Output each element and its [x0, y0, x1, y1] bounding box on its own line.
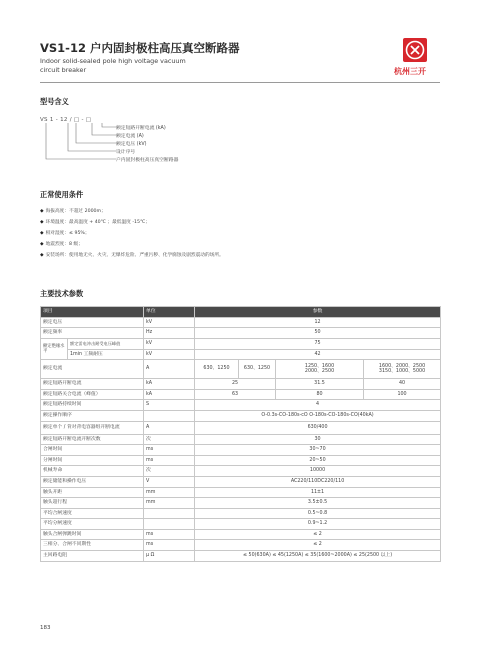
row-value: ≤ 50(630A) ≤ 45(1250A) ≤ 35(1600~2000A) ≤ 25(2500 以上)	[195, 551, 441, 562]
row-unit: kA	[144, 389, 195, 400]
row-item: 额定雷电冲击耐受电压峰值	[68, 338, 144, 349]
row-value: 1600、2000、2500 3150、1000、5000	[364, 360, 441, 379]
row-value: 1250、1600 2000、2500	[276, 360, 364, 379]
header-param: 参数	[195, 307, 441, 318]
model-label: 额定电压 (kV)	[116, 142, 147, 147]
row-unit: ms	[144, 540, 195, 551]
header-item: 项目	[41, 307, 144, 318]
condition-item: ◆ 环境温度：最高温度 + 40℃ ；最低温度 -15℃；	[40, 220, 150, 225]
row-unit: A	[144, 421, 195, 434]
row-value: 30	[195, 434, 441, 445]
condition-item: ◆ 海拔高度：不超过 2000m；	[40, 209, 106, 214]
condition-item: ◆ 相对湿度：≤ 95%；	[40, 231, 90, 236]
row-item: 额定短路开断电流开断次数	[41, 434, 144, 445]
model-code: VS 1 - 12 / □ - □	[40, 117, 92, 123]
table-row	[41, 410, 441, 421]
table-row	[41, 360, 441, 379]
table-row	[41, 338, 441, 349]
model-bracket-diagram	[40, 120, 120, 170]
header-divider	[40, 82, 440, 83]
row-unit: ms	[144, 455, 195, 466]
row-value: 11±1	[195, 487, 441, 498]
row-item: 额定单个 / 背对背电容器组开断电流	[41, 421, 144, 434]
row-value: 630/400	[195, 421, 441, 434]
row-item: 触头开距	[41, 487, 144, 498]
table-row	[41, 349, 441, 360]
row-item: 额定频率	[41, 328, 144, 339]
row-group: 额定绝缘水平	[41, 338, 68, 359]
row-item: 触头超行程	[41, 498, 144, 509]
row-unit: 次	[144, 466, 195, 477]
table-row	[41, 434, 441, 445]
row-item: 平均合闸速度	[41, 508, 144, 519]
row-value: 20~50	[195, 455, 441, 466]
table-row	[41, 498, 441, 509]
row-value: O-0.3s-CO-180s-cO O-180s-CO-180s-CO(40kA)	[195, 410, 441, 421]
row-value: 63	[195, 389, 276, 400]
model-label: 设计序号	[116, 150, 136, 155]
row-item: 分闸时间	[41, 455, 144, 466]
header-unit: 单位	[144, 307, 195, 318]
table-row	[41, 379, 441, 390]
table-header-row	[41, 307, 441, 318]
row-item: 额定短路关合电流（峰值）	[41, 389, 144, 400]
row-value: 42	[195, 349, 441, 360]
row-value: 80	[276, 389, 364, 400]
row-item: 三相分、合闸不同期性	[41, 540, 144, 551]
row-item: 合闸时间	[41, 445, 144, 456]
row-value: 31.5	[276, 379, 364, 390]
model-label: 户内固封极柱高压真空断路器	[116, 158, 179, 163]
condition-item: ◆ 安装场所：使用地无火、火灾、无爆炸危险、严重污秽、化学腐蚀及剧烈震动的场所。	[40, 253, 224, 258]
row-unit: kV	[144, 338, 195, 349]
row-item: 1min 工频耐压	[68, 349, 144, 360]
table-row	[41, 529, 441, 540]
company-name: 杭州三开	[394, 67, 426, 76]
row-value: 40	[364, 379, 441, 390]
table-row	[41, 551, 441, 562]
row-unit: μ Ω	[144, 551, 195, 562]
table-row	[41, 519, 441, 530]
spec-table	[40, 306, 441, 562]
model-label: 额定电流 (A)	[116, 134, 144, 139]
model-heading: 型号含义	[40, 97, 69, 106]
row-unit: A	[144, 360, 195, 379]
company-logo	[403, 38, 427, 62]
table-row	[41, 540, 441, 551]
row-value: 10000	[195, 466, 441, 477]
table-row	[41, 445, 441, 456]
row-unit: kA	[144, 379, 195, 390]
row-item: 触头合闸弹跳时间	[41, 529, 144, 540]
conditions-heading: 正常使用条件	[40, 190, 84, 199]
row-unit: V	[144, 476, 195, 487]
row-value: ≤ 2	[195, 529, 441, 540]
table-row	[41, 421, 441, 434]
row-value: 100	[364, 389, 441, 400]
row-unit	[144, 508, 195, 519]
row-item: 主回路电阻	[41, 551, 144, 562]
row-value: 630、1250	[239, 360, 276, 379]
table-row	[41, 508, 441, 519]
row-unit: ms	[144, 445, 195, 456]
row-value: 4	[195, 400, 441, 411]
row-value: 50	[195, 328, 441, 339]
model-label: 额定短路开断电流 (kA)	[116, 126, 166, 131]
row-value: 12	[195, 317, 441, 328]
row-item: 机械寿命	[41, 466, 144, 477]
row-value: 630、1250	[195, 360, 239, 379]
row-value: 30~70	[195, 445, 441, 456]
row-item: 额定储能和操作电压	[41, 476, 144, 487]
row-unit	[144, 410, 195, 421]
row-unit: 次	[144, 434, 195, 445]
row-item: 额定电压	[41, 317, 144, 328]
row-unit	[144, 519, 195, 530]
row-unit: kV	[144, 317, 195, 328]
row-value: 75	[195, 338, 441, 349]
row-value: ≤ 2	[195, 540, 441, 551]
table-row	[41, 317, 441, 328]
row-item: 平均分闸速度	[41, 519, 144, 530]
row-item: 额定短路持续时间	[41, 400, 144, 411]
row-unit: S	[144, 400, 195, 411]
page-number: 183	[40, 625, 51, 631]
page-subtitle-en: Indoor solid-sealed pole high voltage vacuum circuit breaker	[40, 57, 186, 74]
table-row	[41, 466, 441, 477]
table-row	[41, 476, 441, 487]
row-unit: kV	[144, 349, 195, 360]
row-unit: mm	[144, 487, 195, 498]
condition-item: ◆ 地震烈度：8 级；	[40, 242, 83, 247]
row-value: 0.5~0.8	[195, 508, 441, 519]
page-title: VS1-12 户内固封极柱高压真空断路器	[40, 41, 240, 55]
row-item: 额定短路开断电流	[41, 379, 144, 390]
table-row	[41, 328, 441, 339]
table-row	[41, 389, 441, 400]
params-heading: 主要技术参数	[40, 289, 84, 298]
table-row	[41, 400, 441, 411]
row-unit: Hz	[144, 328, 195, 339]
row-value: 25	[195, 379, 276, 390]
row-unit: ms	[144, 529, 195, 540]
row-value: 0.9~1.2	[195, 519, 441, 530]
row-value: AC220/110DC220/110	[195, 476, 441, 487]
row-item: 额定电流	[41, 360, 144, 379]
row-item: 额定操作顺序	[41, 410, 144, 421]
row-unit: mm	[144, 498, 195, 509]
row-value: 3.5±0.5	[195, 498, 441, 509]
table-row	[41, 487, 441, 498]
table-row	[41, 455, 441, 466]
